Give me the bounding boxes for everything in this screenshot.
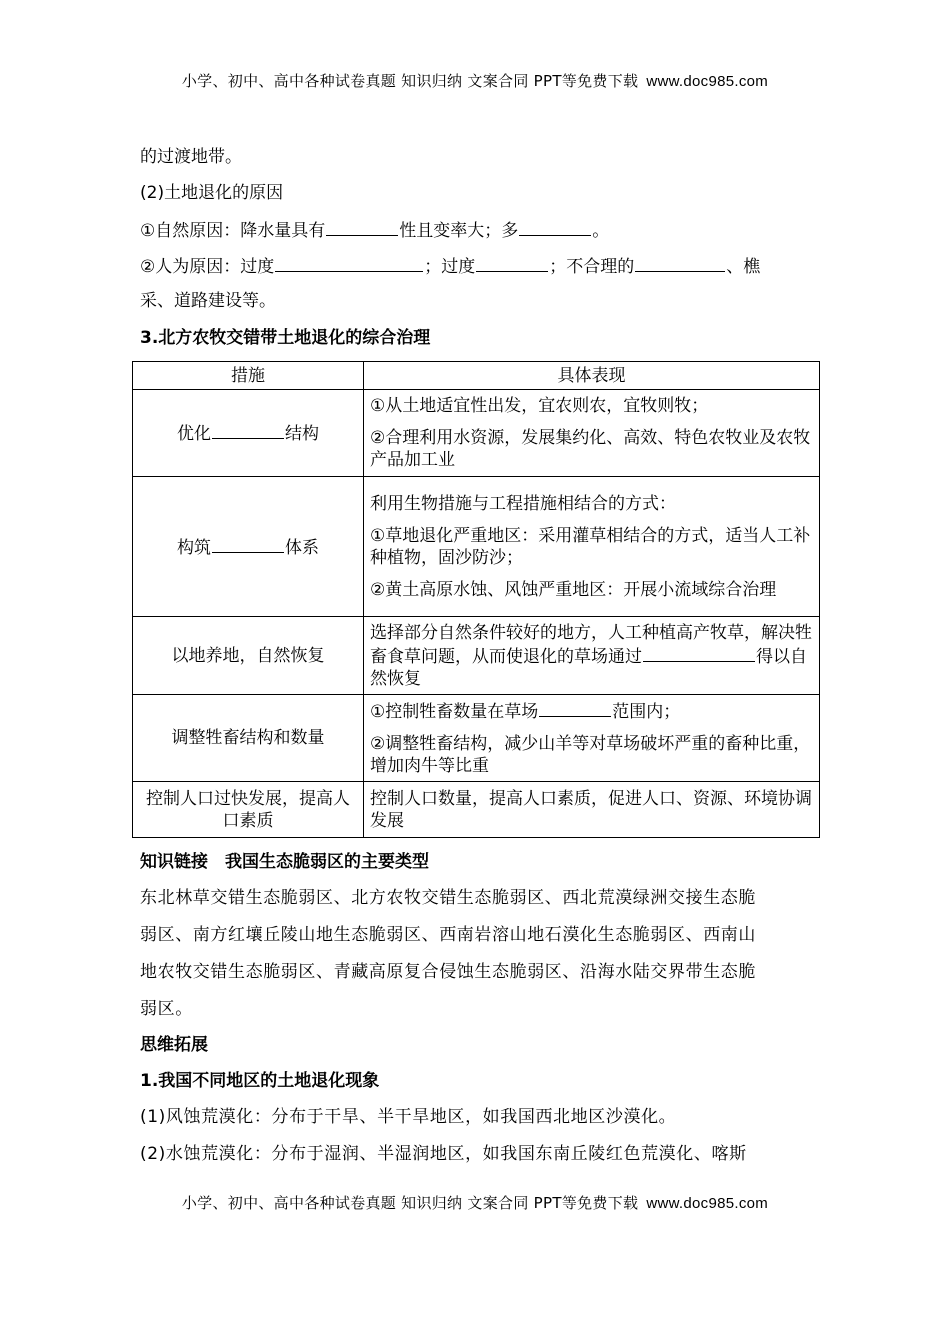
detail-text <box>370 699 813 723</box>
detail-text-part: 范围内； <box>612 702 681 722</box>
thinking-subheading: 1.我国不同地区的土地退化现象 <box>140 1071 380 1091</box>
section3-heading: 3.北方农牧交错带土地退化的综合治理 <box>140 328 431 348</box>
measures-table <box>132 361 820 838</box>
blank-natural-factor[interactable] <box>519 218 591 236</box>
continued-text: 的过渡地带。 <box>140 147 242 167</box>
blank-recovery[interactable] <box>643 644 755 662</box>
header-banner-text: 小学、初中、高中各种试卷真题 知识归纳 文案合同 PPT等免费下载 <box>181 72 639 90</box>
detail-text: 利用生物措施与工程措施相结合的方式： <box>370 493 676 514</box>
detail-text: 得以自然恢复 <box>370 646 807 689</box>
header-banner <box>0 70 950 91</box>
thinking-item: (2)水蚀荒漠化：分布于湿润、半湿润地区，如我国东南丘陵红色荒漠化、喀斯 <box>140 1144 747 1164</box>
natural-cause-line <box>140 218 820 242</box>
blank-system[interactable] <box>212 535 284 553</box>
human-cause-continued: 采、道路建设等。 <box>140 291 276 311</box>
blank-overuse-1[interactable] <box>275 254 423 272</box>
measure-cell <box>133 477 364 617</box>
human-cause-mid1: ；过度 <box>424 257 476 277</box>
detail-cell <box>364 695 820 782</box>
natural-cause-middle: 性且变率大；多 <box>399 221 519 241</box>
blank-precipitation[interactable] <box>326 218 398 236</box>
table-row <box>133 782 820 838</box>
thinking-item: (1)风蚀荒漠化：分布于干旱、半干旱地区，如我国西北地区沙漠化。 <box>140 1107 677 1127</box>
human-cause-end: 、樵 <box>726 257 761 277</box>
footer-banner-text: 小学、初中、高中各种试卷真题 知识归纳 文案合同 PPT等免费下载 <box>181 1194 639 1212</box>
causes-heading: (2)土地退化的原因 <box>140 183 284 203</box>
detail-text: ①从土地适宜性出发，宜农则农，宜牧则牧； <box>370 396 709 416</box>
measure-cell: 调整牲畜结构和数量 <box>133 695 364 782</box>
human-cause-label: ②人为原因：过度 <box>140 257 275 277</box>
table-row <box>133 617 820 695</box>
measure-cell: 以地养地，自然恢复 <box>133 617 364 695</box>
measure-text: 体系 <box>285 537 319 558</box>
detail-cell <box>364 477 820 617</box>
blank-improper[interactable] <box>635 254 725 272</box>
table-row <box>133 390 820 477</box>
detail-text: 选择部分自然条件较好的地方，人工种植高产牧草，解决牲畜食草问题，从而使退化的草场通过 <box>370 622 812 667</box>
thinking-heading: 思维拓展 <box>140 1035 208 1055</box>
table-row <box>133 477 820 617</box>
measure-text: 优化 <box>177 424 211 444</box>
header-measure: 措施 <box>133 362 364 390</box>
knowledge-link-line: 弱区、南方红壤丘陵山地生态脆弱区、西南岩溶山地石漠化生态脆弱区、西南山 <box>140 925 756 945</box>
table-row <box>133 695 820 782</box>
detail-text: ②合理利用水资源，发展集约化、高效、特色农牧业及农牧产品加工业 <box>370 428 811 470</box>
detail-text: ①草地退化严重地区：采用灌草相结合的方式，适当人工补种植物，固沙防沙； <box>370 525 811 568</box>
detail-cell <box>364 390 820 477</box>
human-cause-line <box>140 254 820 278</box>
measure-text: 构筑 <box>177 537 211 558</box>
measure-cell: 控制人口过快发展，提高人口素质 <box>133 782 364 838</box>
knowledge-link-line: 弱区。 <box>140 999 193 1019</box>
knowledge-link-line: 地农牧交错生态脆弱区、青藏高原复合侵蚀生态脆弱区、沿海水陆交界带生态脆 <box>140 962 756 982</box>
blank-capacity[interactable] <box>539 699 611 717</box>
natural-cause-end: 。 <box>592 221 610 241</box>
detail-cell: 控制人口数量，提高人口素质，促进人口、资源、环境协调发展 <box>364 782 820 838</box>
table-header-row <box>133 362 820 390</box>
knowledge-link-line: 东北林草交错生态脆弱区、北方农牧交错生态脆弱区、西北荒漠绿洲交接生态脆 <box>140 888 756 908</box>
footer-banner-url[interactable]: www.doc985.com <box>646 1195 769 1212</box>
footer-banner <box>0 1192 950 1213</box>
detail-text: ②调整牲畜结构，减少山羊等对草场破坏严重的畜种比重，增加肉牛等比重 <box>370 734 811 776</box>
measure-cell <box>133 390 364 477</box>
detail-cell <box>364 617 820 695</box>
blank-overuse-2[interactable] <box>476 254 548 272</box>
detail-text-part: ①控制牲畜数量在草场 <box>370 702 539 722</box>
knowledge-link-heading: 知识链接 我国生态脆弱区的主要类型 <box>140 852 429 872</box>
header-detail: 具体表现 <box>364 362 820 390</box>
blank-structure[interactable] <box>212 421 284 439</box>
human-cause-mid2: ；不合理的 <box>549 257 635 277</box>
detail-text: ②黄土高原水蚀、风蚀严重地区：开展小流域综合治理 <box>370 579 777 600</box>
header-banner-url[interactable]: www.doc985.com <box>646 73 769 90</box>
measure-text: 结构 <box>285 424 319 444</box>
natural-cause-label: ①自然原因：降水量具有 <box>140 221 326 241</box>
